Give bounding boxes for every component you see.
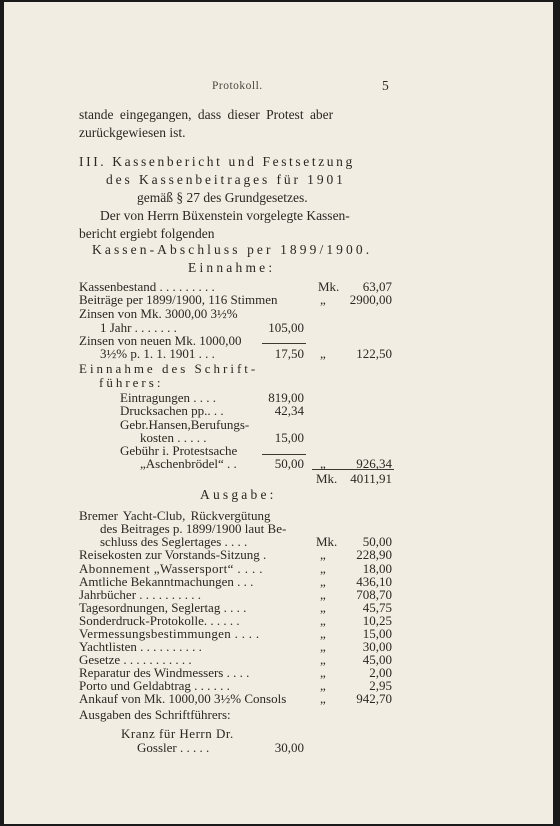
currency-mark: „ xyxy=(320,600,326,615)
expense-amount: 50,00 xyxy=(362,534,392,549)
income-subamount: 105,00 xyxy=(268,320,304,335)
income-subamount: 15,00 xyxy=(274,430,304,445)
currency-mark: „ xyxy=(320,587,326,602)
currency-mark: „ xyxy=(320,652,326,667)
expense-amount: 10,25 xyxy=(362,613,392,628)
income-amount: 2900,00 xyxy=(349,292,392,307)
income-subamount: 819,00 xyxy=(268,390,304,405)
income-label: Zinsen von Mk. 3000,00 3½% xyxy=(79,306,238,321)
currency-mark: Mk. xyxy=(316,471,338,486)
income-label: Beiträge per 1899/1900, 116 Stimmen xyxy=(79,292,278,307)
income-label: Gebr.Hansen,Berufungs- xyxy=(120,417,250,432)
income-subheading: führers: xyxy=(99,375,164,390)
expense-amount: 2,00 xyxy=(369,665,392,680)
income-amount: 926,34 xyxy=(356,456,392,471)
expense-label: schluss des Seglertages . . . . xyxy=(100,534,248,549)
running-title: Protokoll. xyxy=(212,80,263,92)
expense-amount: 228,90 xyxy=(356,547,392,562)
expense-amount: 45,75 xyxy=(362,600,392,615)
currency-mark: „ xyxy=(320,691,326,706)
text-line: stande eingegangen, dass dieser Protest aber xyxy=(79,107,334,122)
expense-label: Vermessungsbestimmungen . . . . xyxy=(79,626,260,641)
paragraph-line: bericht ergiebt folgenden xyxy=(79,226,215,241)
expense-label: Jahrbücher . . . . . . . . . . xyxy=(79,587,202,602)
income-label: „Aschenbrödel“ . . xyxy=(140,456,237,471)
expense-amount: 18,00 xyxy=(362,561,392,576)
section-heading: gemäß § 27 des Grundgesetzes. xyxy=(137,190,308,205)
section-heading: des Kassenbeitrages für 1901 xyxy=(106,172,346,187)
income-label: 3½% p. 1. 1. 1901 . . . xyxy=(100,346,215,361)
expense-amount: 708,70 xyxy=(356,587,392,602)
paragraph-line: Der von Herrn Büxenstein vorgelegte Kassen- xyxy=(100,208,350,223)
currency-mark: „ xyxy=(320,456,326,471)
currency-mark: „ xyxy=(320,678,326,693)
document-page xyxy=(4,2,553,824)
expense-label: Gesetze . . . . . . . . . . . xyxy=(79,652,192,667)
currency-mark: „ xyxy=(320,613,326,628)
currency-mark: Mk. xyxy=(318,279,340,294)
currency-mark: „ xyxy=(320,346,326,361)
income-subamount: 50,00 xyxy=(274,456,304,471)
expense-amount: 436,10 xyxy=(356,574,392,589)
expense-label: Gossler . . . . . xyxy=(137,740,210,755)
expense-label: Reparatur des Windmessers . . . . xyxy=(79,665,250,680)
expense-subheading: Ausgaben des Schriftführers: xyxy=(79,707,231,722)
expense-label: Abonnement „Wassersport“ . . . . xyxy=(79,561,263,576)
account-title: Kassen-Abschluss per 1899/1900. xyxy=(92,242,373,257)
expense-heading: Ausgabe: xyxy=(200,487,277,502)
income-subamount: 17,50 xyxy=(274,346,304,361)
expense-label: Amtliche Bekanntmachungen . . . xyxy=(79,574,254,589)
currency-mark: „ xyxy=(320,639,326,654)
expense-subamount: 30,00 xyxy=(274,740,304,755)
expense-label: Sonderdruck-Protokolle. . . . . . xyxy=(79,613,240,628)
rule-line xyxy=(262,454,306,455)
income-label: Drucksachen pp.. . . xyxy=(120,403,224,418)
income-subheading: Einnahme des Schrift- xyxy=(79,361,259,376)
income-label: Eintragungen . . . . xyxy=(120,390,217,405)
currency-mark: „ xyxy=(320,665,326,680)
currency-mark: Mk. xyxy=(316,534,338,549)
expense-label: Tagesordnungen, Seglertag . . . . xyxy=(79,600,247,615)
income-amount: 122,50 xyxy=(356,346,392,361)
currency-mark: „ xyxy=(320,547,326,562)
expense-amount: 15,00 xyxy=(362,626,392,641)
income-label: Gebühr i. Protestsache xyxy=(120,443,238,458)
currency-mark: „ xyxy=(320,292,326,307)
currency-mark: „ xyxy=(320,574,326,589)
income-label: 1 Jahr . . . . . . . xyxy=(100,320,177,335)
rule-line xyxy=(312,469,394,470)
income-subamount: 42,34 xyxy=(274,403,304,418)
income-label: kosten . . . . . xyxy=(140,430,207,445)
income-label: Zinsen von neuen Mk. 1000,00 xyxy=(79,333,242,348)
expense-amount: 942,70 xyxy=(356,691,392,706)
page-number: 5 xyxy=(382,78,389,93)
expense-label: Bremer Yacht-Club, Rückvergütung xyxy=(79,508,271,523)
income-total: 4011,91 xyxy=(350,471,392,486)
income-label: Kassenbestand . . . . . . . . . xyxy=(79,279,215,294)
expense-amount: 30,00 xyxy=(362,639,392,654)
income-amount: 63,07 xyxy=(362,279,392,294)
expense-label: Yachtlisten . . . . . . . . . . xyxy=(79,639,202,654)
text-line: zurückgewiesen ist. xyxy=(79,125,186,140)
income-heading: Einnahme: xyxy=(188,260,276,275)
expense-amount: 45,00 xyxy=(362,652,392,667)
currency-mark: „ xyxy=(320,626,326,641)
expense-label: des Beitrages p. 1899/1900 laut Be- xyxy=(100,521,287,536)
expense-label: Ankauf von Mk. 1000,00 3½% Consols xyxy=(79,691,287,706)
expense-amount: 2,95 xyxy=(369,678,392,693)
section-heading: III. Kassenbericht und Festsetzung xyxy=(79,154,355,169)
currency-mark: „ xyxy=(320,561,326,576)
expense-label: Porto und Geldabtrag . . . . . . xyxy=(79,678,230,693)
rule-line xyxy=(262,343,306,344)
expense-label: Reisekosten zur Vorstands-Sitzung . xyxy=(79,547,267,562)
expense-label: Kranz für Herrn Dr. xyxy=(121,726,234,741)
